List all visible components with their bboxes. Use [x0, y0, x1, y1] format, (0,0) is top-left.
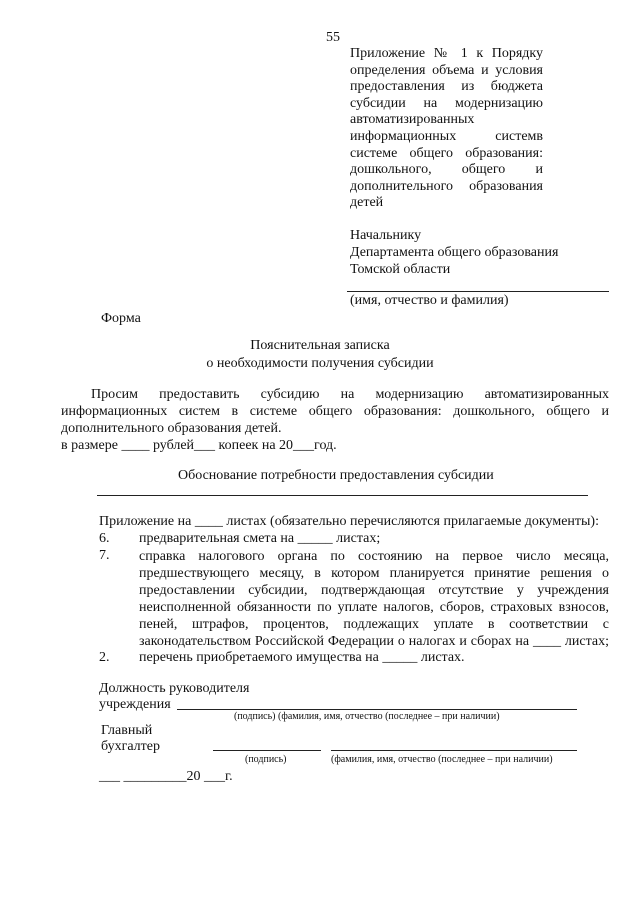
attachment-item-line: законодательством Российской Федерации о налогах и сборах на ____ листах; [139, 634, 609, 649]
appendix-line: определения объема и условия [350, 62, 543, 78]
request-amount-line: в размере ____ рублей___ копеек на 20___год. [61, 438, 337, 453]
form-label: Форма [101, 311, 141, 326]
attachment-item: перечень приобретаемого имущества на _____ листах. [139, 650, 465, 665]
page-number: 55 [326, 30, 340, 45]
appendix-line: субсидии на модернизацию [350, 95, 543, 111]
accountant-name-caption: (фамилия, имя, отчество (последнее – при наличии) [331, 754, 553, 765]
appendix-line: информационных системв [350, 128, 543, 144]
date-line: ___ _________20 ___г. [99, 769, 233, 784]
appendix-line: предоставления из бюджета [350, 79, 543, 95]
attachment-item-line: предшествующего месяцу, в котором планируется принятие решения о [139, 566, 609, 581]
recipient-department: Департамента общего образования [350, 245, 559, 260]
attachment-number: 6. [99, 531, 110, 546]
appendix-block [350, 46, 543, 212]
appendix-line: детей [350, 195, 384, 211]
attachment-number: 7. [99, 548, 110, 563]
request-paragraph [61, 386, 609, 454]
attachment-item [139, 548, 609, 650]
head-signature-line [177, 709, 577, 710]
request-line: Просим предоставить субсидию на модернизацию автоматизированных [91, 387, 609, 402]
head-institution-label: учреждения [99, 697, 171, 712]
recipient-region: Томской области [350, 262, 451, 277]
appendix-line: системе общего образования: [350, 145, 543, 161]
attachment-item-line: справка налогового органа по состоянию на первое число месяца, [139, 549, 609, 564]
head-signature-caption: (подпись) (фамилия, имя, отчество (последнее – при наличии) [234, 711, 500, 722]
accountant-signature-caption: (подпись) [245, 754, 287, 765]
recipient-title: Начальнику [350, 228, 422, 243]
attachment-item-line: неисполненной обязанности по уплате налогов, сборов, страховых взносов, [139, 600, 609, 615]
recipient-block [350, 227, 558, 278]
attachment-item: предварительная смета на _____ листах; [139, 531, 381, 546]
document-subtitle: о необходимости получения субсидии [206, 356, 434, 371]
appendix-line: Приложение № 1 к Порядку [350, 46, 543, 61]
justification-line [97, 495, 588, 496]
document-title: Пояснительная записка [250, 338, 390, 353]
head-position-label: Должность руководителя [99, 681, 250, 696]
recipient-name-line [347, 291, 609, 292]
appendix-line: дошкольного, общего и [350, 162, 543, 178]
attachments-intro: Приложение на ____ листах (обязательно перечисляются прилагаемые документы): [99, 514, 599, 529]
appendix-line: автоматизированных [350, 112, 475, 128]
recipient-name-caption: (имя, отчество и фамилия) [350, 293, 509, 308]
attachment-item-line: пеней, штрафов, процентов, подлежащих уплате в соответствии с [139, 617, 609, 632]
request-line: информационных систем в системе общего образования: дошкольного, общего и [61, 404, 609, 419]
attachment-number: 2. [99, 650, 110, 665]
accountant-signature-line [213, 750, 321, 751]
accountant-label: Главный [101, 723, 153, 738]
accountant-label-2: бухгалтер [101, 739, 160, 754]
attachment-item-line: предоставлении субсидии, подтверждающая отсутствие у учреждения [139, 583, 609, 598]
accountant-name-line [331, 750, 577, 751]
request-line: дополнительного образования детей. [61, 421, 282, 436]
appendix-line: дополнительного образования [350, 178, 543, 194]
justification-title: Обоснование потребности предоставления субсидии [178, 468, 494, 483]
